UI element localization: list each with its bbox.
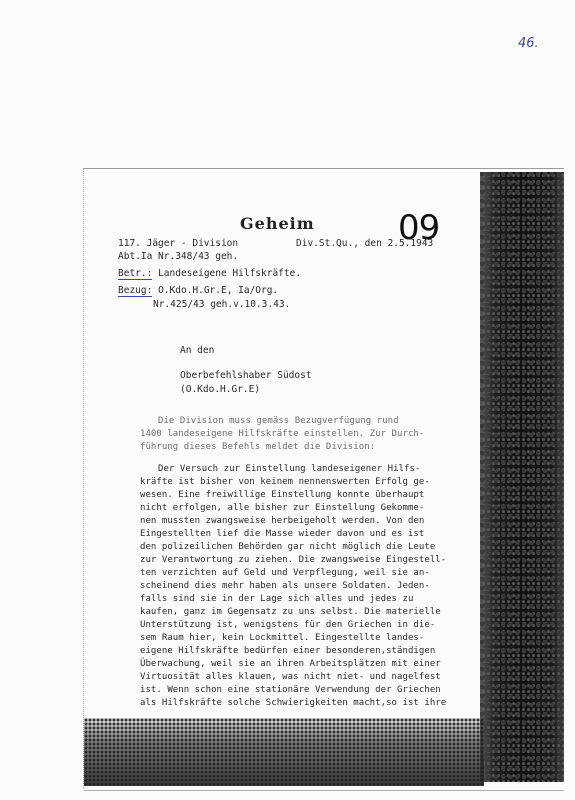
scan-shadow-right: [480, 172, 564, 782]
reference-text-2: Nr.425/43 geh.v.10.3.43.: [153, 299, 291, 310]
subject-text: Landeseigene Hilfskräfte.: [158, 268, 302, 279]
para2-line: Virtuosität alles klauen, was nicht niet- und nagelfest: [140, 672, 441, 682]
subject-label: Betr.:: [118, 268, 153, 279]
para2-line: Der Versuch zur Einstellung landeseigener Hilfs-: [158, 464, 421, 474]
reference-text-1: O.Kdo.H.Gr.E, Ia/Org.: [158, 285, 279, 296]
para1-line: Die Division muss gemäss Bezugverfügung rund: [158, 416, 399, 426]
scan-shadow-bottom: [84, 718, 484, 786]
scan-frame-top: [84, 168, 564, 169]
reference-line-1: [118, 285, 278, 296]
para2-line: sem Raum hier, kein Lockmittel. Eingestellte landes-: [140, 633, 425, 643]
para2-line: als Hilfskräfte solche Schwierigkeiten macht,so ist ihre: [140, 698, 447, 708]
page-number-annotation: 46.: [518, 36, 539, 51]
para2-line: ist. Wenn schon eine stationäre Verwendung der Griechen: [140, 685, 441, 695]
scan-frame-bottom: [84, 790, 564, 791]
classification-heading: Geheim: [240, 214, 315, 233]
para2-line: scheinend dies mehr haben als unsere Soldaten. Jeden-: [140, 581, 430, 591]
para2-line: den polizeilichen Behörden gar nicht möglich die Leute: [140, 542, 436, 552]
para1-line: führung dieses Befehls meldet die Division:: [140, 442, 376, 452]
document-number: 09: [398, 208, 440, 248]
para2-line: Unterstützung ist, wenigstens für den Griechen in die-: [140, 620, 436, 630]
place-date: Div.St.Qu., den 2.5.1943: [296, 238, 434, 249]
para2-line: Überwachung, weil sie an ihren Arbeitsplätzen mit einer: [140, 659, 441, 669]
para2-line: kräfte ist bisher von keinem nennenswerten Erfolg ge-: [140, 477, 430, 487]
para2-line: zur Verantwortung zu ziehen. Die zwangsweise Eingestell-: [140, 555, 447, 565]
para2-line: kaufen, ganz im Gegensatz zu uns selbst. Die materielle: [140, 607, 441, 617]
para2-line: Eingestellten lief die Masse wieder davon und es ist: [140, 529, 425, 539]
para1-line: 1400 landeseigene Hilfskräfte einstellen. Zur Durch-: [140, 429, 425, 439]
para2-line: wesen. Eine freiwillige Einstellung konnte überhaupt: [140, 490, 425, 500]
sender-unit: 117. Jäger - Division: [118, 238, 239, 249]
recipient-an: An den: [180, 345, 215, 356]
reference-label: Bezug:: [118, 285, 153, 296]
para2-line: ten verzichten auf Geld und Verpflegung, weil sie an-: [140, 568, 430, 578]
para2-line: eigene Hilfskräfte bedürfen einer besonderen,ständigen: [140, 646, 436, 656]
subject-line: [118, 268, 301, 279]
recipient-name: Oberbefehlshaber Südost: [180, 370, 312, 381]
para2-line: nen mussten zwangsweise herbeigeholt werden. Von den: [140, 516, 425, 526]
recipient-sub: (O.Kdo.H.Gr.E): [180, 384, 261, 395]
scan-frame-left: [83, 168, 84, 788]
para2-line: falls sind sie in der Lage sich alles und jedes zu: [140, 594, 414, 604]
office-reference: Abt.Ia Nr.348/43 geh.: [118, 251, 239, 262]
para2-line: nicht erfolgen, alle bisher zur Einstellung Gekomme-: [140, 503, 425, 513]
